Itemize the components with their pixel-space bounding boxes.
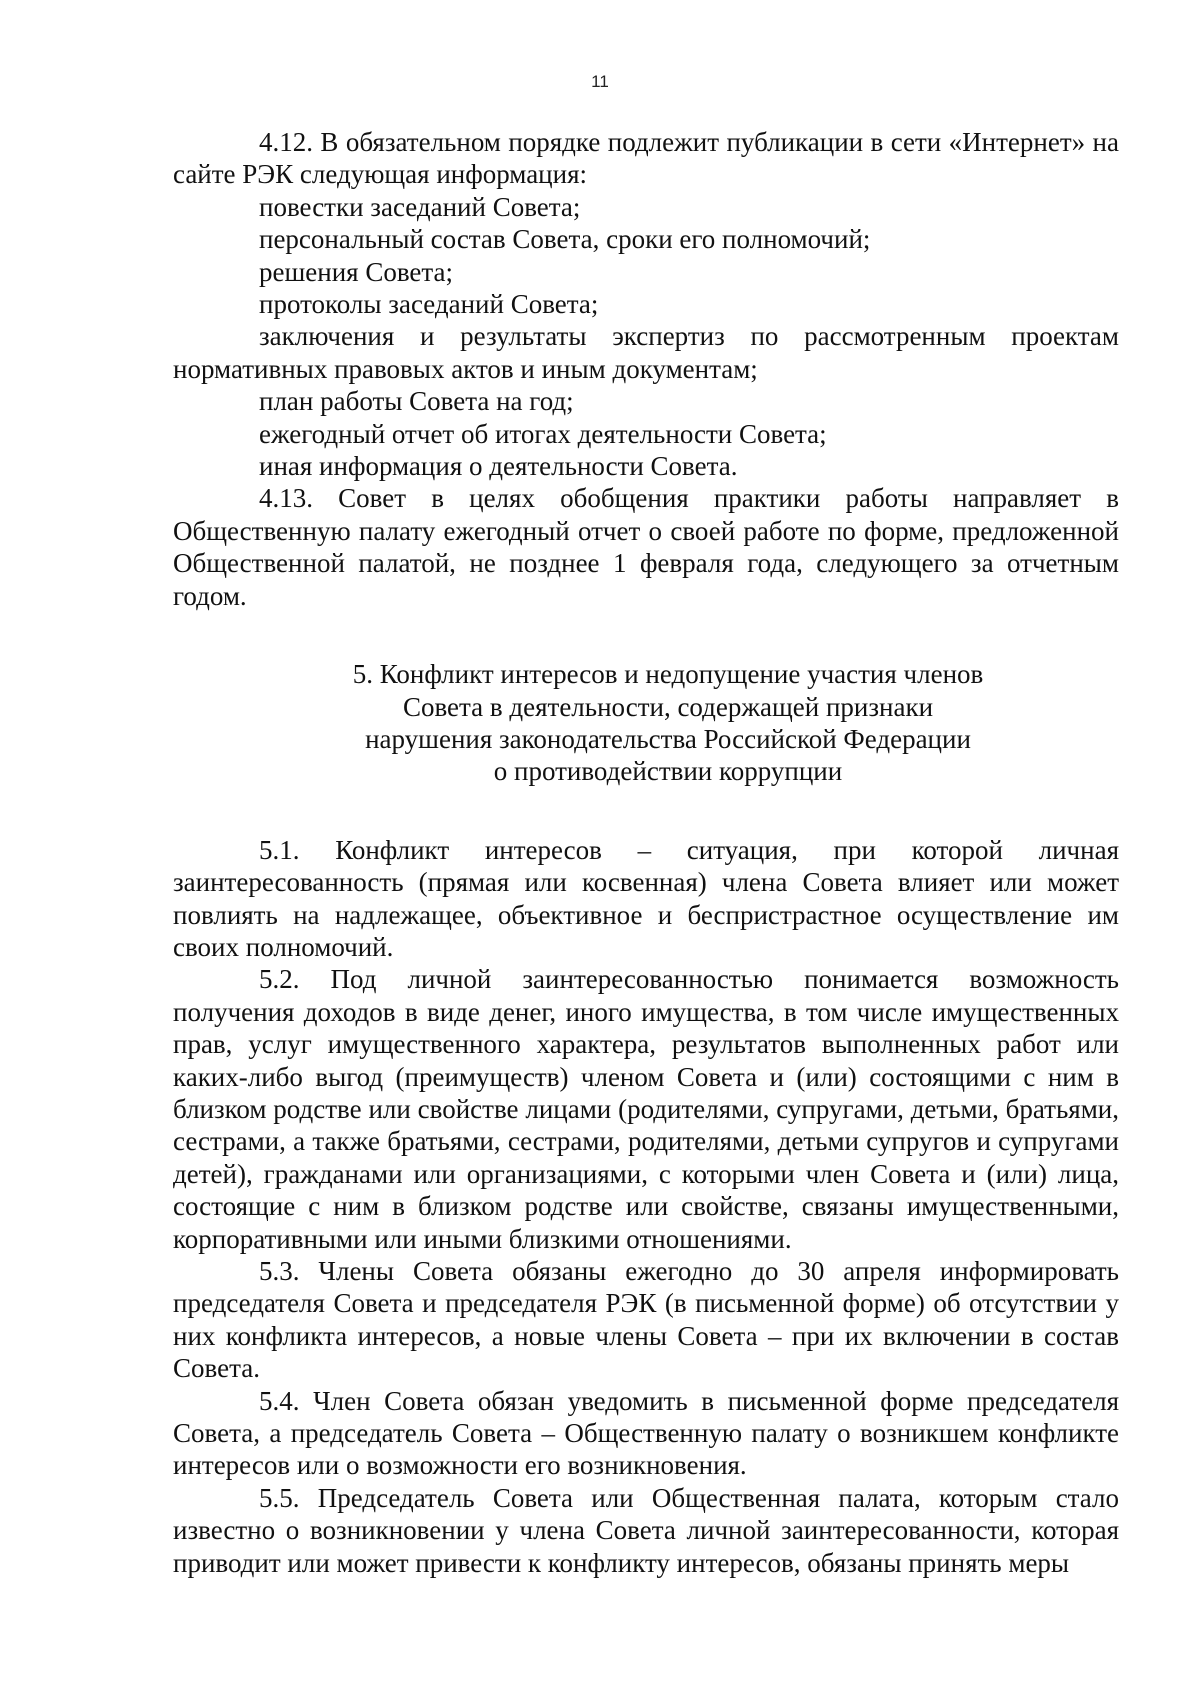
heading-line: Совета в деятельности, содержащей признаки	[402, 691, 934, 722]
page-number: 11	[591, 72, 609, 91]
paragraph-5-2: 5.2. Под личной заинтересованностью понимается возможность получения доходов в виде денег, иного имущества, в том числе имущественных прав, услуг имущественного характера, результатов выполненных работ или каких-либо выгод (преимуществ) членом Совета и (или) состоящими с ним в близком родстве или свойстве лицами (родителями, супругами, детьми, братьями, сестрами, а также братьями, сестрами, родителями, детьми супругов и супругами детей), гражданами или организациями, с которыми член Совета и (или) лица, состоящие с ним в близком родстве или свойстве, связаны имущественными, корпоративными или иными близкими отношениями.	[173, 964, 1119, 1254]
list-item: план работы Совета на год;	[259, 386, 574, 417]
heading-line: нарушения законодательства Российской Федерации	[365, 723, 971, 754]
paragraph-5-1: 5.1. Конфликт интересов – ситуация, при которой личная заинтересованность (прямая или косвенная) члена Совета влияет или может повлиять на надлежащее, объективное и беспристрастное осуществление им своих полномочий.	[173, 834, 1119, 962]
heading-line: 5. Конфликт интересов и недопущение участия членов	[352, 659, 984, 690]
paragraph-5-5: 5.5. Председатель Совета или Общественная палата, которым стало известно о возникновении у члена Совета личной заинтересованности, которая приводит или может привести к конфликту интересов, обязаны принять меры	[173, 1482, 1119, 1578]
paragraph-4-12: 4.12. В обязательном порядке подлежит публикации в сети «Интернет» на сайте РЭК следующая информация:	[173, 127, 1119, 190]
list-item: иная информация о деятельности Совета.	[259, 451, 738, 482]
section-5-heading	[173, 658, 1119, 788]
list-item: решения Совета;	[259, 256, 454, 287]
heading-line: о противодействии коррупции	[493, 756, 843, 787]
paragraph-4-13: 4.13. Совет в целях обобщения практики работы направляет в Общественную палату ежегодный отчет о своей работе по форме, предложенной Общественной палатой, не позднее 1 февраля года, следующего за отчетным годом.	[173, 483, 1119, 611]
document-body	[173, 126, 1119, 1579]
list-item: повестки заседаний Совета;	[259, 191, 581, 222]
list-item: персональный состав Совета, сроки его полномочий;	[259, 224, 871, 255]
paragraph-5-4: 5.4. Член Совета обязан уведомить в письменной форме председателя Совета, а председатель Совета – Общественную палату о возникшем конфликте интересов или о возможности его возникновения.	[173, 1385, 1119, 1481]
paragraph-5-3: 5.3. Члены Совета обязаны ежегодно до 30 апреля информировать председателя Совета и председателя РЭК (в письменной форме) об отсутствии у них конфликта интересов, а новые члены Совета – при их включении в состав Совета.	[173, 1256, 1119, 1384]
list-item: ежегодный отчет об итогах деятельности Совета;	[259, 418, 827, 449]
list-item: протоколы заседаний Совета;	[259, 289, 599, 320]
list-item: заключения и результаты экспертиз по рассмотренным проектам нормативных правовых актов и иным документам;	[173, 321, 1119, 384]
